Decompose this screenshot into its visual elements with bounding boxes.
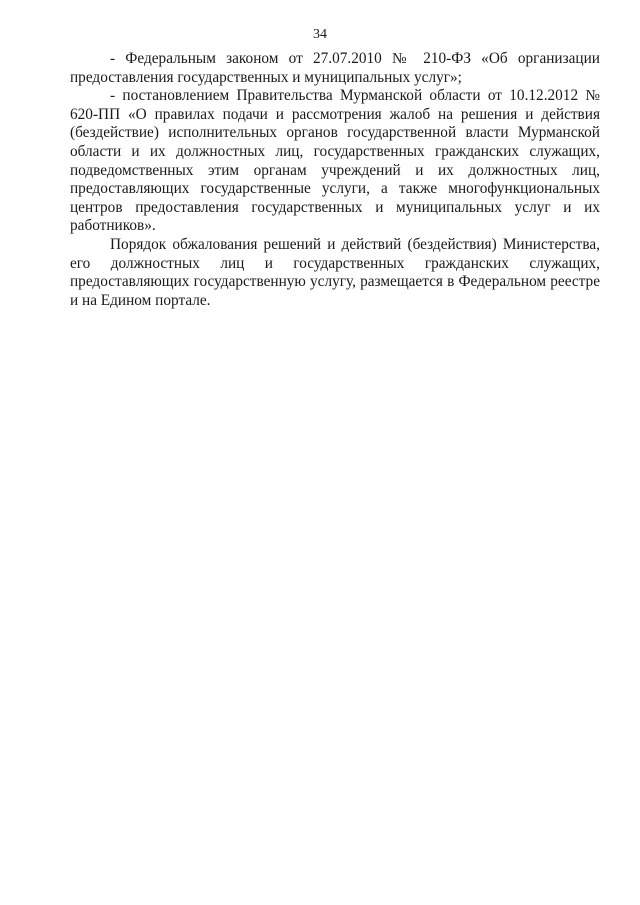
paragraph-government-resolution: - постановлением Правительства Мурманской области от 10.12.2012 № 620-ПП «О правилах подачи и рассмотрения жалоб на решения и действия (бездействие) исполнительных органов государственной власти Мурманской области и их должностных лиц, государственных гражданских служащих, подведомственных этим органам учреждений и их должностных лиц, предоставляющих государственные услуги, а также многофункциональных центров предоставления государственных и муниципальных услуг и их работников». xyxy=(70,87,600,235)
paragraph-appeal-procedure: Порядок обжалования решений и действий (бездействия) Министерства, его должностных лиц и государственных гражданских служащих, предоставляющих государственную услугу, размещается в Федеральном реестре и на Едином портале. xyxy=(70,235,600,309)
document-body xyxy=(70,50,600,310)
page-number: 34 xyxy=(313,27,327,42)
paragraph-federal-law: - Федеральным законом от 27.07.2010 № 210-ФЗ «Об организации предоставления государственных и муниципальных услуг»; xyxy=(70,50,600,86)
